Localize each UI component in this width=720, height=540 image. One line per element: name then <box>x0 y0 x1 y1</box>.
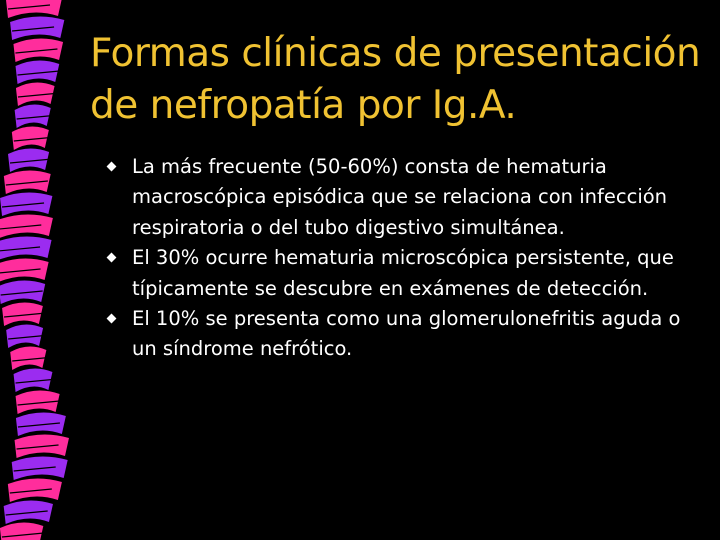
slide-title <box>90 28 715 132</box>
decor-stripe <box>4 170 51 194</box>
decor-stripe <box>6 0 62 18</box>
title-line-1: Formas clínicas de presentación <box>90 31 701 76</box>
diamond-bullet-icon <box>107 162 117 172</box>
diamond-bullet-icon <box>107 314 117 324</box>
title-line-2: de nefropatía por Ig.A. <box>90 83 517 128</box>
bullet-item <box>108 152 688 243</box>
bullet-text: El 10% se presenta como una glomerulonefritis aguda o un síndrome nefrótico. <box>132 307 681 361</box>
decor-stripe <box>0 280 45 304</box>
bullet-item <box>108 304 688 365</box>
bullet-item <box>108 243 688 304</box>
bullet-text: El 30% ocurre hematuria microscópica persistente, que típicamente se descubre en exámenes de detección. <box>132 246 674 300</box>
bullet-list <box>108 152 688 365</box>
decor-stripe <box>13 38 63 62</box>
decor-stripe <box>0 522 43 540</box>
bullet-text: La más frecuente (50-60%) consta de hematuria macroscópica episódica que se relaciona con infección respiratoria o del tubo digestivo simultánea. <box>132 155 668 239</box>
decor-stripe <box>4 500 53 524</box>
diamond-bullet-icon <box>107 253 117 263</box>
